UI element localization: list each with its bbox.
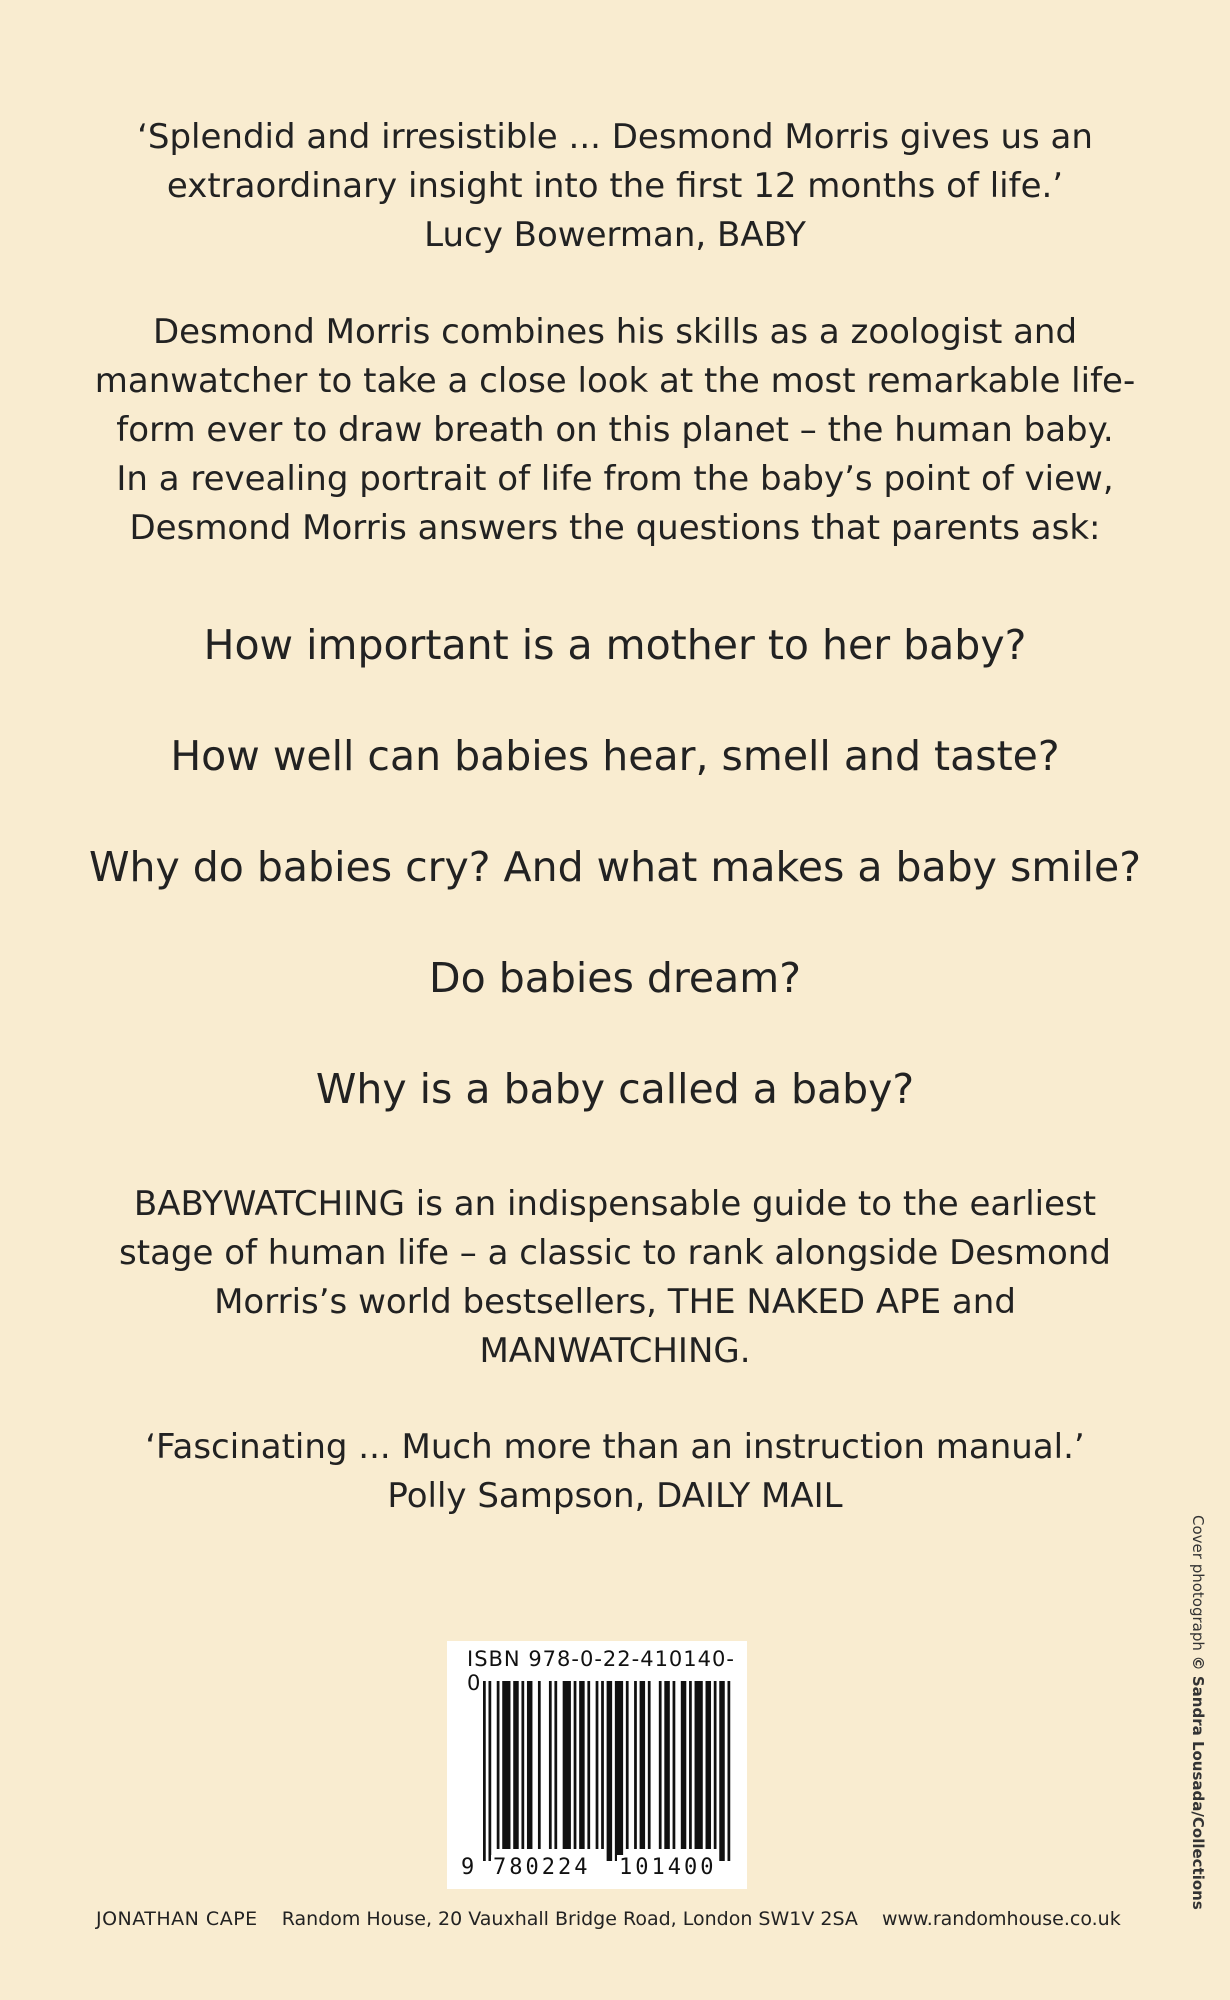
barcode-bar	[689, 1681, 692, 1849]
isbn-label: ISBN 978-0-22-410140-0	[467, 1647, 735, 1695]
quote-top-line: ‘Splendid and irresistible ... Desmond Morris gives us an	[137, 117, 1093, 157]
description-line: Desmond Morris answers the questions that parents ask:	[129, 508, 1101, 548]
barcode-bar	[574, 1681, 577, 1849]
barcode-bar	[549, 1681, 552, 1849]
barcode-bar	[601, 1681, 604, 1849]
photo-credit-label: Cover photograph	[1189, 1515, 1207, 1656]
quote-top-attribution: Lucy Bowerman, BABY	[424, 215, 806, 255]
summary-line: stage of human life – a classic to rank alongside Desmond	[119, 1233, 1111, 1273]
photo-credit	[1183, 1515, 1213, 1925]
barcode-bar	[554, 1681, 557, 1849]
quote-bottom-line: ‘Fascinating ... Much more than an instruction manual.’	[145, 1427, 1085, 1467]
barcode-bar	[673, 1681, 676, 1849]
barcode-bar	[664, 1681, 669, 1849]
barcode-bar	[648, 1681, 651, 1849]
barcode-bar	[706, 1681, 711, 1849]
barcode-bar	[483, 1681, 486, 1861]
barcode-bar	[714, 1681, 717, 1849]
review-quote-bottom	[90, 1423, 1140, 1521]
barcode-bar	[695, 1681, 703, 1849]
description-line: In a revealing portrait of life from the baby’s point of view,	[116, 459, 1114, 499]
summary-paragraph	[90, 1180, 1140, 1376]
description-line: Desmond Morris combines his skills as a zoologist and	[152, 312, 1078, 352]
publisher-footer	[96, 1905, 1136, 1933]
question-4: Do babies dream?	[429, 954, 801, 1002]
barcode-digits-left: 780224	[493, 1855, 591, 1880]
barcode-bar	[497, 1681, 500, 1849]
question-3: Why do babies cry? And what makes a baby smile?	[88, 843, 1142, 891]
barcode-bar	[640, 1681, 645, 1849]
description-line: manwatcher to take a close look at the most remarkable life-	[94, 361, 1136, 401]
description-line: form ever to draw breath on this planet – the human baby.	[116, 410, 1114, 450]
barcode-bar	[719, 1681, 724, 1861]
publisher-address: Random House, 20 Vauxhall Bridge Road, London SW1V 2SA	[281, 1908, 858, 1930]
barcode-bar	[527, 1681, 532, 1849]
question-1: How important is a mother to her baby?	[203, 621, 1027, 669]
question-2: How well can babies hear, smell and taste?	[170, 732, 1060, 780]
quote-bottom-attribution: Polly Sampson, DAILY MAIL	[387, 1476, 843, 1516]
barcode-digit-first: 9	[461, 1855, 475, 1880]
photo-credit-text	[1183, 1515, 1213, 1910]
photo-credit-name: © Sandra Lousada/Collections	[1189, 1655, 1207, 1910]
barcode-bar	[579, 1681, 584, 1849]
barcode-bar	[563, 1681, 571, 1849]
summary-line: Morris’s world bestsellers, THE NAKED APE and	[214, 1282, 1016, 1322]
barcode-bar	[488, 1681, 491, 1861]
barcode-bar	[659, 1681, 662, 1849]
barcode-bar	[728, 1681, 731, 1861]
barcode-bars	[483, 1681, 733, 1861]
barcode-bar	[502, 1681, 510, 1849]
question-5: Why is a baby called a baby?	[315, 1065, 915, 1113]
description-paragraph	[80, 308, 1150, 553]
barcode-bar	[615, 1681, 623, 1861]
barcode-digits-right: 101400	[619, 1855, 717, 1880]
review-quote-top	[90, 113, 1140, 260]
barcode-bar	[513, 1681, 518, 1849]
barcode-bar	[626, 1681, 629, 1849]
summary-line: BABYWATCHING is an indispensable guide to the earliest	[133, 1184, 1097, 1224]
barcode-bar	[538, 1681, 541, 1849]
publisher-name: JONATHAN CAPE	[96, 1908, 258, 1930]
barcode-bar	[681, 1681, 686, 1849]
isbn-barcode	[447, 1641, 747, 1889]
barcode-bar	[587, 1681, 590, 1849]
quote-top-line: extraordinary insight into the first 12 months of life.’	[166, 166, 1064, 206]
barcode-bar	[634, 1681, 637, 1849]
barcode-bar	[521, 1681, 524, 1849]
barcode-bar	[596, 1681, 599, 1849]
barcode-bar	[607, 1681, 612, 1861]
publisher-website[interactable]: www.randomhouse.co.uk	[881, 1908, 1121, 1930]
summary-line: MANWATCHING.	[479, 1331, 751, 1371]
